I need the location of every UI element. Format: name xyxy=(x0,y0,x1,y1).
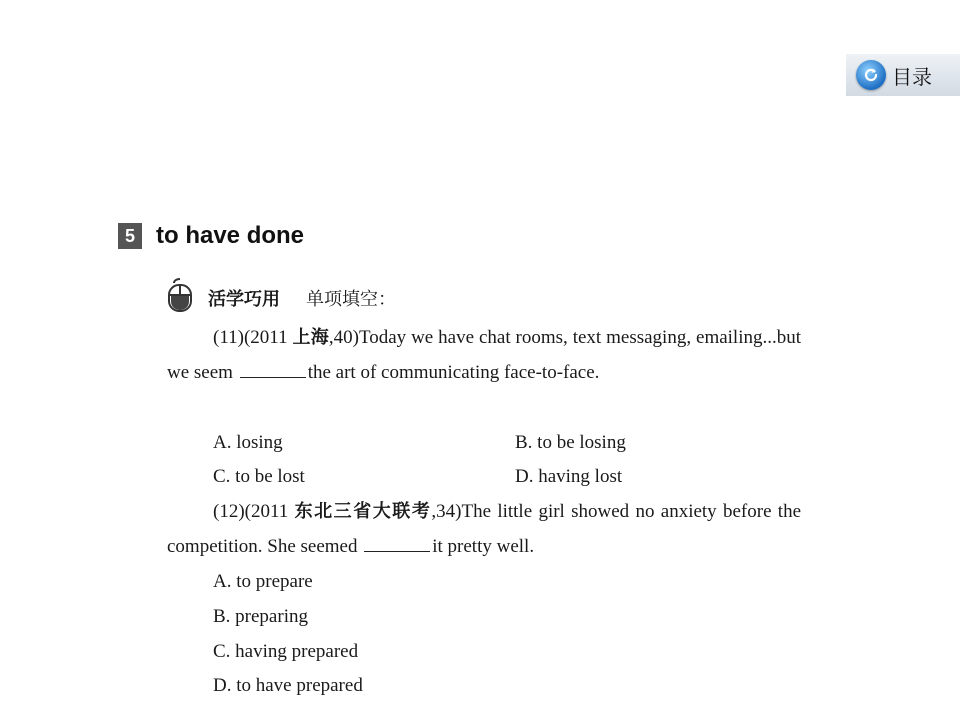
source-open: (2011 xyxy=(244,501,295,522)
option-c: C. to be lost xyxy=(213,466,305,487)
section-heading xyxy=(118,222,304,250)
computer-mouse-icon xyxy=(166,277,194,318)
source-place: 上海 xyxy=(292,327,329,348)
source-open: (2011 xyxy=(243,327,293,348)
toc-button[interactable] xyxy=(846,54,960,96)
option-a: A. to prepare xyxy=(213,571,313,592)
question-stem: Today we have chat rooms, text messaging, emailing...but we seem xyxy=(167,327,802,383)
refresh-circle-icon xyxy=(856,60,886,90)
option-c: C. having prepared xyxy=(213,641,359,662)
option-d: D. having lost xyxy=(515,466,623,487)
question-stem-end: the art of communicating face-to-face. xyxy=(307,362,600,383)
section-title: to have done xyxy=(156,222,305,249)
subheading-label: 活学巧用 xyxy=(208,288,280,310)
answer-blank xyxy=(240,359,306,378)
subheading-instruction: 单项填空： xyxy=(306,288,396,310)
option-b: B. to be losing xyxy=(515,432,626,453)
source-close: ,40) xyxy=(328,327,359,348)
question-stem-end: it pretty well. xyxy=(432,536,535,557)
option-b: B. preparing xyxy=(213,606,308,627)
question-number: (11) xyxy=(213,327,244,348)
question-stem: The little girl showed no anxiety before the competition. She seemed xyxy=(167,501,802,557)
source-close: ,34) xyxy=(431,501,462,522)
source-place: 东北三省大联考 xyxy=(294,501,432,522)
option-d: D. to have prepared xyxy=(213,675,363,696)
option-a: A. losing xyxy=(213,432,283,453)
answer-blank xyxy=(364,533,430,552)
question-number: (12) xyxy=(213,501,245,522)
toc-label: 目录 xyxy=(892,64,932,89)
question-12 xyxy=(167,494,801,564)
question-11 xyxy=(167,320,801,390)
section-number-badge: 5 xyxy=(118,223,142,249)
exercise-subheading xyxy=(166,277,396,318)
